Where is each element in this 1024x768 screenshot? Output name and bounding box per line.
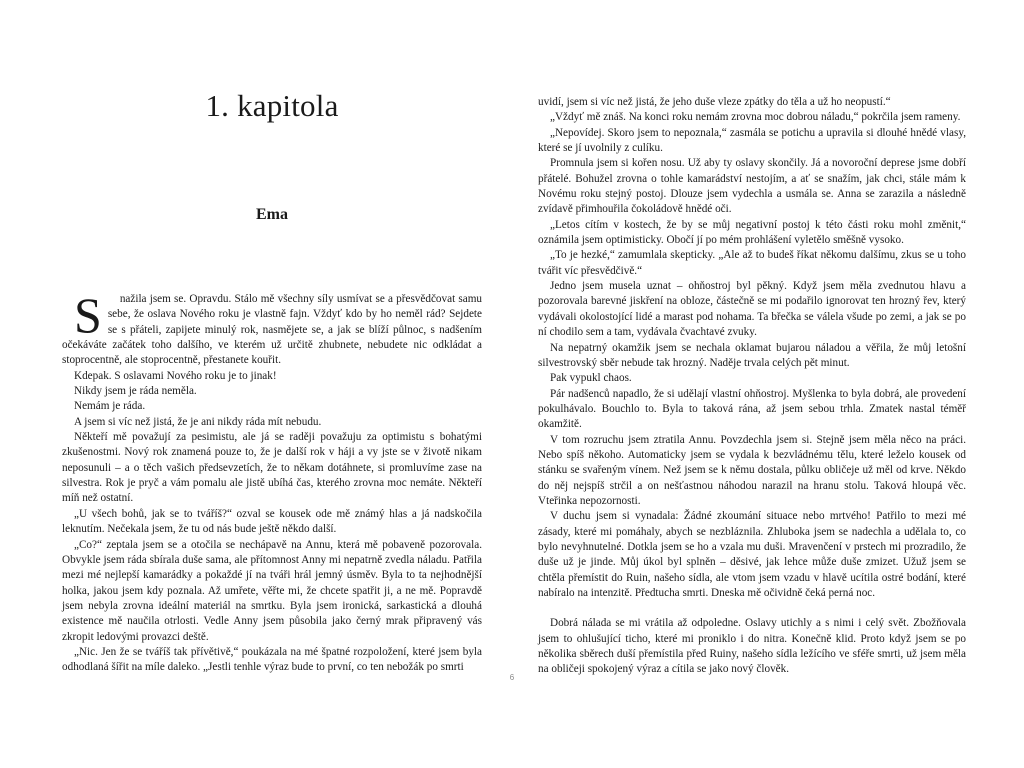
paragraph: Promnula jsem si kořen nosu. Už aby ty oslavy skončily. Já a novoroční deprese jsme dobří přátelé. Bohužel zrovna o tohle kamarádství nestojím, a ať se snažím, jak chci, stále mám k Novému roku stejný postoj. Dlouze jsem vydechla a usmála se. Anna se zarazila a následně zvídavě přimhouřila čokoládově hnědé oči. xyxy=(538,157,966,216)
paragraph: Pak vypukl chaos. xyxy=(550,372,632,385)
chapter-title: 1. kapitola xyxy=(205,88,339,123)
paragraph: „To je hezké,“ zamumlala skepticky. „Ale až to budeš říkat někomu dalšímu, zkus se u toho tvářit víc přesvědčivě.“ xyxy=(538,249,966,277)
paragraph: Dobrá nálada se mi vrátila až odpoledne. Oslavy utichly a s nimi i celý svět. Zbožňovala jsem to ohlušující ticho, které mi proniklo i do nitra. Konečně klid. Proto když jsem se po několika sběrech duší přemístila před Ruiny, našeho sídla ležícího ve sféře smrti, už jsem měla na obličeji spokojený výraz a cítila se jako nový člověk. xyxy=(538,617,966,676)
paragraph: V tom rozruchu jsem ztratila Annu. Povzdechla jsem si. Stejně jsem měla něco na práci. Nebo spíš někoho. Automaticky jsem se vydala k bezvládnému tělu, které leželo kousek od stánku se svařeným vínem. Než jsem se k němu dostala, půlku obličeje už měl od krve. Někdo do něj nejspíš strčil a on nešťastnou náhodou narazil na hranu stolu. Taková hloupá věc. Vteřinka nepozornosti. xyxy=(538,433,966,507)
drop-cap: S xyxy=(74,287,102,343)
paragraph: Někteří mě považují za pesimistu, ale já se raději považuju za optimistu s bohatými zkušenostmi. Nový rok znamená pouze to, že je další rok v háji a vy jste se v životě nikam neposunuli – a o těch vašich předsevzetích, že to někam dotáhnete, si promluvíme zase na silvestra. Rok je pryč a vám pomalu ale jistě ubíhá čas, kterého zrovna moc nemáte. Někteří míň než ostatní. xyxy=(62,431,482,505)
page-number: 6 xyxy=(509,673,515,682)
paragraph: Nikdy jsem je ráda neměla. xyxy=(74,385,197,398)
paragraph: „Letos cítím v kostech, že by se můj negativní postoj k této části roku mohl změnit,“ oznámila jsem optimisticky. Obočí jí po mém prohlášení vyletělo směšně vysoko. xyxy=(538,218,966,247)
paragraph: Pár nadšenců napadlo, že si udělají vlastní ohňostroj. Myšlenka to byla dobrá, ale provedení pokulhávalo. Bouchlo to. Byla to taková rána, až jsem sebou trhla. Zmatek nastal téměř okamžitě. xyxy=(538,387,966,431)
paragraph: „Nic. Jen že se tváříš tak přívětivě,“ poukázala na mé špatné rozpoložení, které jsem byla odhodlaná šířit na míle daleko. „Jestli tenhle výraz bude to první, co ten nebožák po smrti xyxy=(62,645,482,674)
paragraph: „U všech bohů, jak se to tváříš?“ ozval se kousek ode mě známý hlas a já nadskočila leknutím. Nečekala jsem, že tu od nás bude ještě někdo další. xyxy=(62,507,482,536)
chapter-subtitle: Ema xyxy=(256,206,288,223)
paragraph: Nemám je ráda. xyxy=(74,400,146,413)
right-page-text xyxy=(538,95,966,678)
first-paragraph xyxy=(62,287,482,369)
right-page xyxy=(538,0,966,768)
paragraph: „Co?“ zeptala jsem se a otočila se nechápavě na Annu, která mě pobaveně pozorovala. Obvykle jsem ráda sbírala duše sama, ale přítomnost Anny mi nepatrně zvedla náladu. Patřila mezi mé nejlepší kamarádky a pokaždé jí na tváři hrál jemný úsměv. Byla to ta nejhodnější holka, jakou jsem kdy poznala. Až umřete, věřte mi, že chcete spatřit ji, a ne mě. Popravdě jsem nebyla zrovna ideální materiál na smrtku. Byla jsem ironická, sarkastická a dlouhá existence mě naučila otrlosti. Vedle Anny jsem působila jako černý mrak připravený vás zkropit ledovými provazci deště. xyxy=(62,538,482,643)
paragraph: V duchu jsem si vynadala: Žádné zkoumání situace nebo mrtvého! Patřilo to mezi mé zásady, které mi pomáhaly, abych se nezbláznila. Zhluboka jsem se nadechla a udělala to, co bylo nevyhnutelné. Dotkla jsem se ho a vzala mu duši. Mravenčení v prstech mi prozradilo, že duše už je jinde. Můj úkol byl splněn – děsivé, jak lehce může duše zmizet. Užuž jsem se chtěla přemístit do Ruin, našeho sídla, ale vtom jsem vzadu v hlavě ucítila ostré bodání, které nabíralo na intenzitě. Předtucha smrti. Dneska mě očividně čeká perná noc. xyxy=(538,510,966,599)
paragraph: Jedno jsem musela uznat – ohňostroj byl pěkný. Když jsem měla zvednutou hlavu a pozorovala barevné jiskření na obloze, částečně se mi podařilo ignorovat ten hrozný řev, který vydávali okolostojící lidé a marast pod nohama. Ta břečka se válela všude po zemi, a jak se po ní chodilo sem a tam, vydávala čvachtavé zvuky. xyxy=(538,280,966,339)
paragraph: Kdepak. S oslavami Nového roku je to jinak! xyxy=(74,369,277,382)
first-paragraph-text: nažila jsem se. Opravdu. Stálo mě všechny síly usmívat se a přesvědčovat samu sebe, že oslava Nového roku je vlastně fajn. Vždyť kdo by ho neměl rád? Sejdete se s přáteli, zapijete minulý rok, nasmějete se, a jak se blíží půlnoc, s nadšením očekáváte začátek toho dalšího, ve kterém už určitě zhubnete, nebudete nic odkládat a stoprocentně, ale stoprocentně, přestanete kouřit. xyxy=(62,293,482,367)
paragraph: „Vždyť mě znáš. Na konci roku nemám zrovna moc dobrou náladu,“ pokrčila jsem rameny. xyxy=(550,111,961,124)
left-page-text xyxy=(62,287,482,676)
paragraph: A jsem si víc než jistá, že je ani nikdy ráda mít nebudu. xyxy=(74,415,322,428)
paragraph-continuation: uvidí, jsem si víc než jistá, že jeho duše vleze zpátky do těla a už ho neopustí.“ xyxy=(538,96,891,108)
paragraph: „Nepovídej. Skoro jsem to nepoznala,“ zasmála se potichu a upravila si dlouhé hnědé vlasy, které se jí uvolnily z culíku. xyxy=(538,126,966,155)
paragraph: Na nepatrný okamžik jsem se nechala oklamat bujarou náladou a věřila, že můj letošní silvestrovský sběr nebude tak hrozný. Naděje trvala celých pět minut. xyxy=(538,341,966,369)
left-page xyxy=(62,0,482,768)
